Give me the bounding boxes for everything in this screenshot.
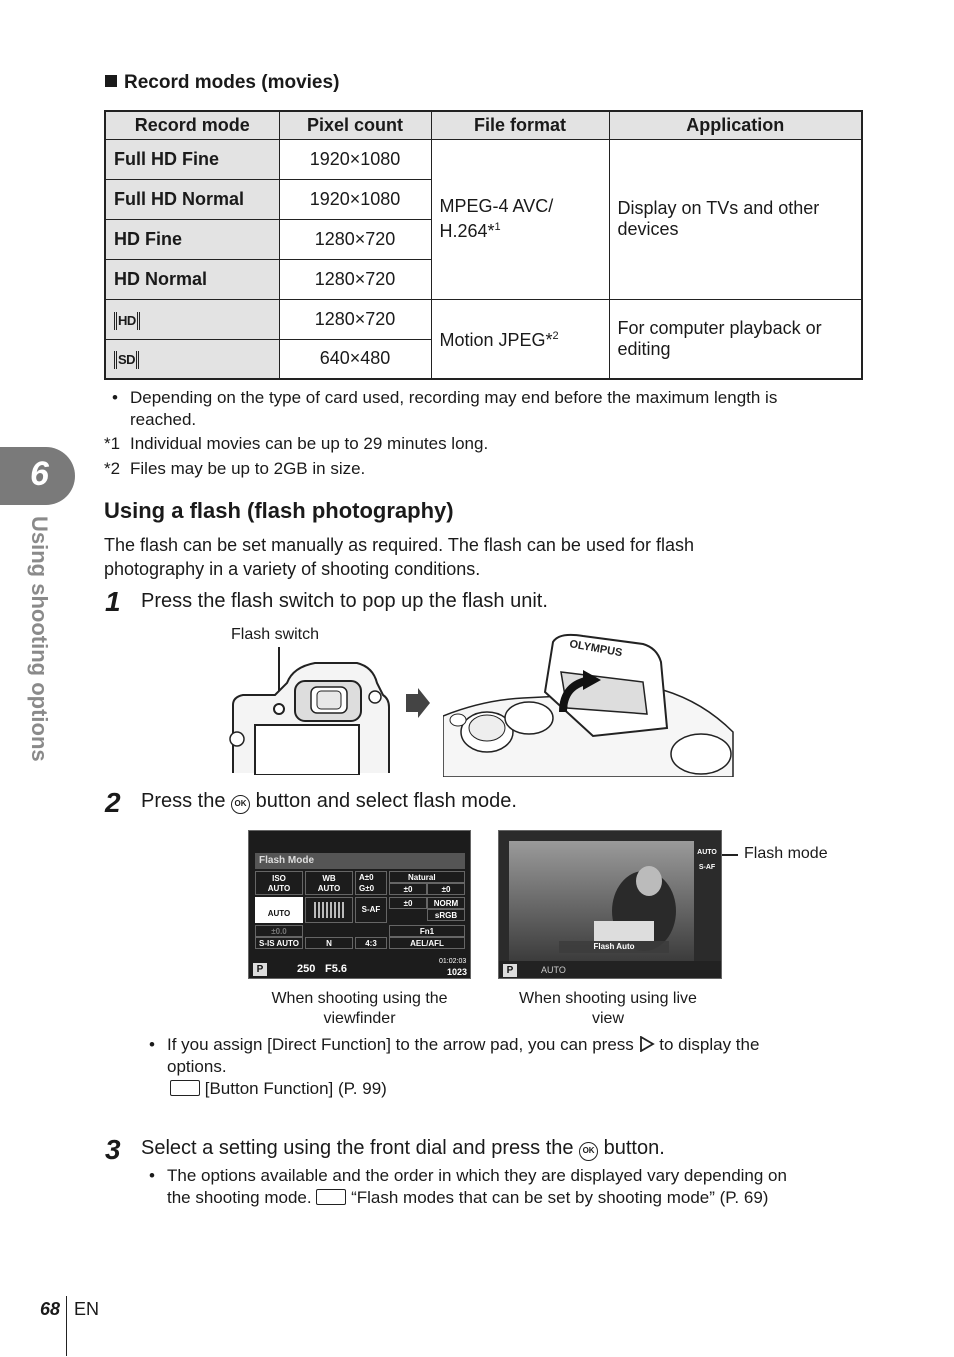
hd-mode-icon: HD [114, 312, 140, 330]
mode-cell: HD Fine [105, 219, 279, 259]
flash-switch-label: Flash switch [231, 626, 320, 643]
pixel-cell: 640×480 [279, 339, 431, 379]
pixel-cell: 1920×1080 [279, 179, 431, 219]
table-header-row [105, 111, 862, 139]
direct-function-note: If you assign [Direct Function] to the arrow pad, you can press to display the options. [167, 1035, 760, 1076]
language-code: EN [74, 1299, 100, 1319]
section-title: Using a flash (flash photography) [104, 498, 454, 523]
mode-cell: Full HD Normal [105, 179, 279, 219]
bullet-dot: • [149, 1166, 155, 1185]
pixel-cell: 1280×720 [279, 299, 431, 339]
section-heading: Record modes (movies) [105, 72, 339, 94]
mode-cell [105, 339, 279, 379]
arrow-right-outline-icon [639, 1036, 655, 1052]
footnote-mark: *2 [104, 459, 121, 478]
pixel-cell: 1280×720 [279, 259, 431, 299]
caption-viewfinder: When shooting using the viewfinder [271, 990, 448, 1027]
footer-divider [66, 1296, 67, 1356]
chapter-tab: 6 [0, 447, 75, 505]
pixel-cell: 1280×720 [279, 219, 431, 259]
flash-auto-option: AUTO [541, 965, 566, 975]
recording-time: 01:02:03 [439, 958, 467, 965]
screen-title: Flash Mode [255, 853, 465, 869]
live-view-photo [499, 831, 722, 979]
mode-cell [105, 299, 279, 339]
shutter-speed: 250 [297, 963, 316, 975]
application-cell: Display on TVs and other devices [609, 139, 862, 299]
ael-cell: AEL/AFL [389, 937, 465, 949]
col-header: File format [431, 111, 609, 139]
super-control-panel [255, 871, 465, 971]
camera-back-illustration [215, 645, 391, 775]
chapter-label: Using shooting options [27, 516, 52, 762]
page-number: 68 [40, 1299, 61, 1319]
shots-remaining: 1023 [447, 967, 468, 977]
picture-mode: Natural [389, 871, 465, 883]
reference-hand-icon [316, 1189, 346, 1205]
footnote-mark: *1 [104, 434, 121, 453]
af-area-cell [305, 897, 353, 923]
table-row [105, 299, 862, 339]
gradation: NORM [427, 897, 465, 909]
flash-compensation: ±0.0 [255, 925, 303, 937]
step-number: 1 [105, 586, 121, 617]
aperture-value: F5.6 [325, 963, 348, 975]
step-number: 2 [105, 787, 121, 818]
flash-auto-label: Flash Auto [559, 941, 669, 953]
callout-line [722, 854, 738, 856]
bullet-dot: • [149, 1035, 155, 1054]
caption-live-view: When shooting using live view [519, 990, 697, 1027]
step-3-text: Select a setting using the front dial and press the OK button. [141, 1137, 665, 1159]
flash-mode-cell: AUTO [255, 897, 303, 923]
color-space: sRGB [427, 909, 465, 921]
flash-mode-auto-icon: AUTO [697, 849, 717, 856]
footnote-2: Files may be up to 2GB in size. [130, 459, 366, 478]
format-cell: MPEG-4 AVC/ H.264*$^1$ [431, 139, 609, 299]
col-header: Pixel count [279, 111, 431, 139]
saturation: ±0 [389, 897, 427, 909]
intro-text: The flash can be set manually as required. The flash can be used for flash photography in a variety of shooting conditions. [104, 535, 695, 579]
shooting-mode-badge: P [253, 963, 267, 976]
iso-cell: ISO AUTO [255, 871, 303, 895]
col-header: Record mode [105, 111, 279, 139]
square-bullet-icon [105, 75, 117, 87]
footnote-1: Individual movies can be up to 29 minutes long. [130, 434, 489, 453]
mode-cell: HD Normal [105, 259, 279, 299]
reference-hand-icon [170, 1080, 200, 1096]
step-1-text: Press the flash switch to pop up the flash unit. [141, 590, 548, 612]
shooting-mode-badge: P [503, 964, 517, 977]
wb-cell: WB AUTO [305, 871, 353, 895]
af-grid-icon [314, 902, 344, 918]
contrast: ±0 [427, 883, 465, 895]
focus-mode: S-AF [355, 897, 387, 923]
step-number: 3 [105, 1134, 121, 1165]
image-quality: N [305, 937, 353, 949]
col-header: Application [609, 111, 862, 139]
options-note: The options available and the order in which they are displayed vary depending on the shooting mode. “Flash modes that can be set by shooting mode” (P. 69) [167, 1166, 787, 1207]
record-modes-table [104, 110, 863, 380]
live-view-screen [498, 830, 722, 979]
live-control-bar [499, 961, 722, 979]
image-stabilizer: S-IS AUTO [255, 937, 303, 949]
ok-button-icon: OK [579, 1142, 598, 1161]
viewfinder-screen [248, 830, 471, 979]
aspect-ratio: 4:3 [355, 937, 387, 949]
application-cell: For computer playback or editing [609, 299, 862, 379]
note-bullet: Depending on the type of card used, recording may end before the maximum length is reached. [130, 388, 778, 429]
mode-cell: Full HD Fine [105, 139, 279, 179]
fn1-cell: Fn1 [389, 925, 465, 937]
bullet-dot: • [112, 388, 118, 407]
flash-popup-illustration [443, 632, 735, 777]
button-function-reference: [Button Function] (P. 99) [170, 1078, 387, 1100]
format-cell: Motion JPEG*$^2$ [431, 299, 609, 379]
arrow-right-icon [404, 688, 430, 718]
wb-compensation: A±0 G±0 [355, 871, 387, 895]
flash-mode-label: Flash mode [744, 845, 828, 862]
ok-button-icon: OK [231, 795, 250, 814]
sharpness: ±0 [389, 883, 427, 895]
sd-mode-icon: SD [114, 351, 139, 369]
svg-text:OLYMPUS: OLYMPUS [568, 638, 624, 660]
live-control-icons [697, 845, 717, 955]
table-row [105, 139, 862, 179]
step-2-text: Press the OK button and select flash mode. [141, 790, 517, 812]
af-mode-icon: S-AF [698, 864, 716, 871]
pixel-cell: 1920×1080 [279, 139, 431, 179]
